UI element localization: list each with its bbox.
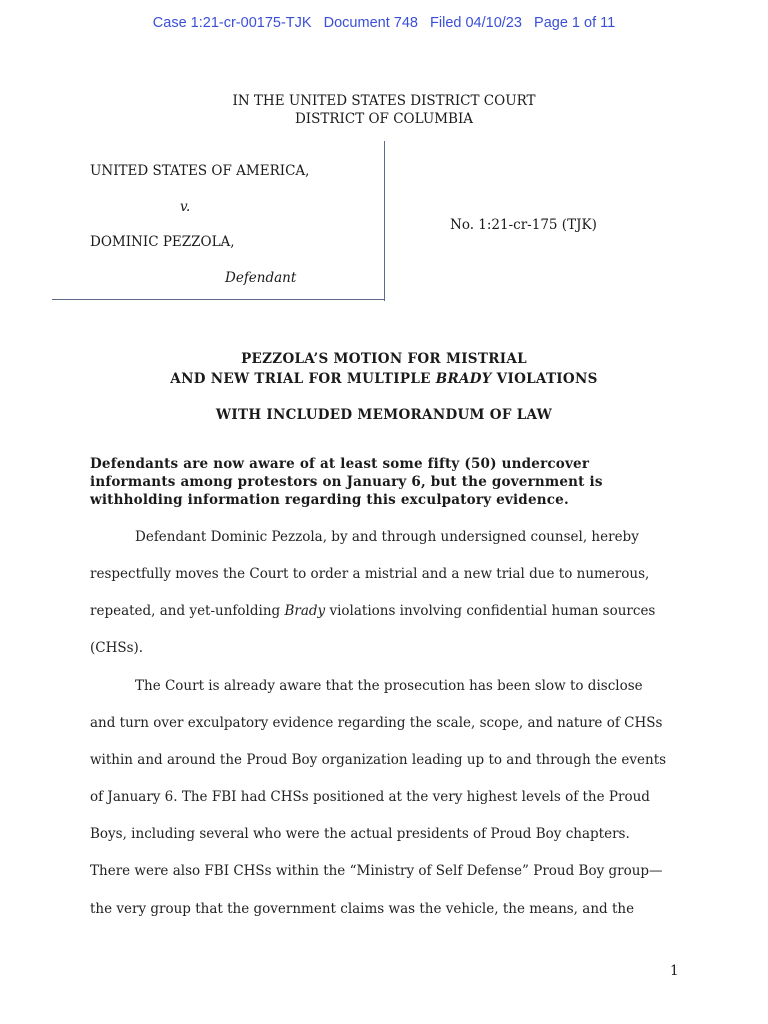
caption-vertical-rule: [384, 141, 385, 301]
body-line: and turn over exculpatory evidence regarding the scale, scope, and nature of CHSs: [90, 715, 663, 731]
summary-line: withholding information regarding this exculpatory evidence.: [90, 492, 569, 508]
motion-title-line1: PEZZOLA’S MOTION FOR MISTRIAL: [241, 351, 527, 367]
body-line: (CHSs).: [90, 640, 144, 656]
title-brady-italic: BRADY: [435, 371, 492, 387]
ecf-filing-header: Case 1:21-cr-00175-TJK Document 748 Filed 04/10/23 Page 1 of 11: [152, 15, 616, 31]
body-text: repeated, and yet-unfolding: [90, 603, 285, 619]
summary-line: informants among protestors on January 6, but the government is: [90, 474, 603, 490]
brady-italic: Brady: [284, 603, 326, 619]
body-line: Defendant Dominic Pezzola, by and through undersigned counsel, hereby: [135, 529, 639, 545]
defendant-name: DOMINIC PEZZOLA,: [90, 234, 235, 250]
caption-horizontal-rule: [52, 299, 385, 300]
summary-statement: [90, 455, 690, 509]
memorandum-title: WITH INCLUDED MEMORANDUM OF LAW: [215, 407, 553, 423]
plaintiff-name: UNITED STATES OF AMERICA,: [90, 163, 310, 179]
court-district: DISTRICT OF COLUMBIA: [294, 111, 474, 127]
page-number: 1: [670, 963, 679, 979]
body-line: [90, 603, 655, 619]
court-heading: [0, 92, 768, 128]
body-line: within and around the Proud Boy organization leading up to and through the events: [90, 752, 667, 768]
body-line: the very group that the government claims was the vehicle, the means, and the: [90, 901, 635, 917]
court-name: IN THE UNITED STATES DISTRICT COURT: [232, 93, 536, 109]
defendant-role: Defendant: [225, 270, 297, 286]
body-line: of January 6. The FBI had CHSs positioned at the very highest levels of the Proud: [90, 789, 650, 805]
motion-title-line2: [0, 371, 768, 387]
summary-line: Defendants are now aware of at least some fifty (50) undercover: [90, 456, 590, 472]
body-text: violations involving confidential human sources: [325, 603, 656, 619]
body-line: There were also FBI CHSs within the “Ministry of Self Defense” Proud Boy group—: [90, 863, 663, 879]
title-line2-text: AND NEW TRIAL FOR MULTIPLE: [170, 371, 436, 387]
body-line: respectfully moves the Court to order a mistrial and a new trial due to numerous,: [90, 566, 650, 582]
body-line: The Court is already aware that the prosecution has been slow to disclose: [135, 678, 643, 694]
versus-label: v.: [180, 199, 191, 215]
title-line2-suffix: VIOLATIONS: [491, 371, 598, 387]
case-number: No. 1:21-cr-175 (TJK): [450, 217, 597, 233]
body-line: Boys, including several who were the actual presidents of Proud Boy chapters.: [90, 826, 630, 842]
